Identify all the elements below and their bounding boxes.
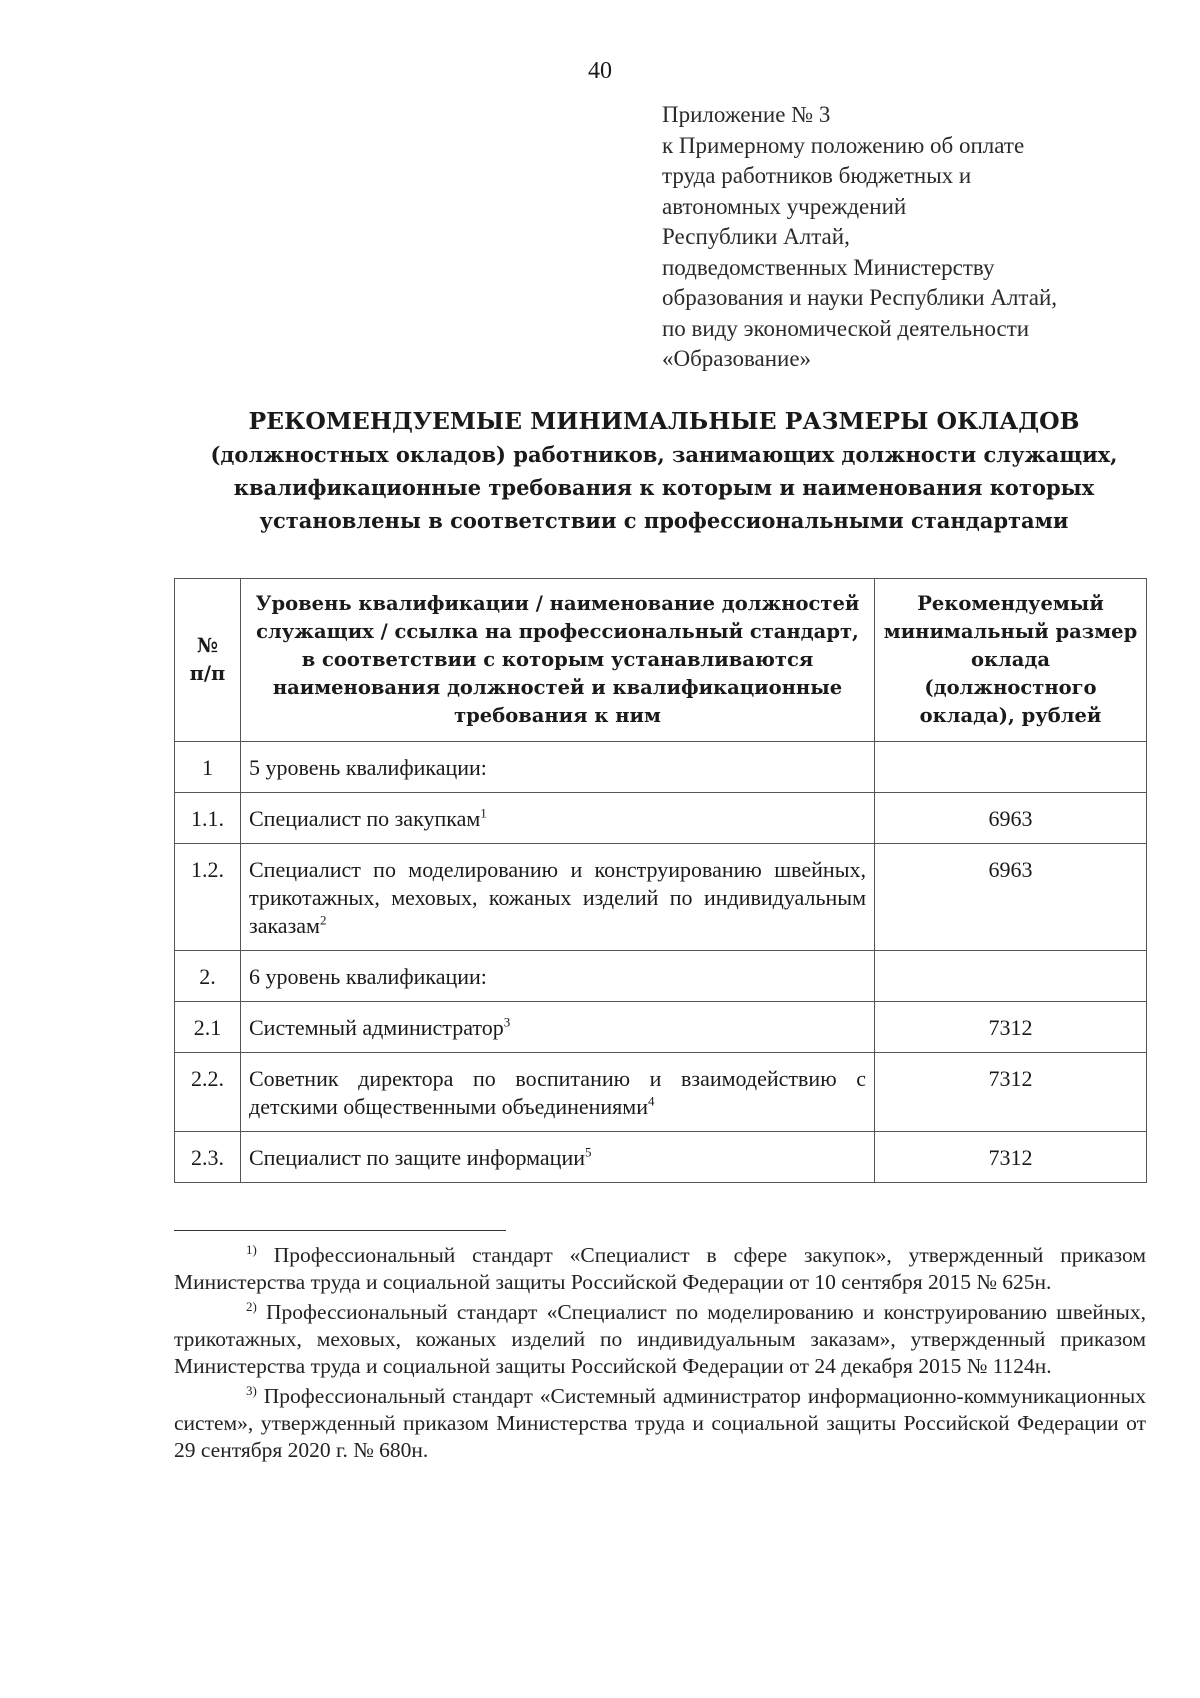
footnotes (174, 1242, 1146, 1467)
footnote (174, 1383, 1146, 1464)
row-position-text: Специалист по закупкам (249, 806, 481, 831)
appendix-line: подведомственных Министерству (662, 254, 995, 280)
row-position-text: Советник директора по воспитанию и взаимодействию с детскими общественными объединениями (249, 1066, 866, 1119)
row-number: 2.1 (175, 1002, 241, 1053)
row-position (241, 742, 875, 793)
row-salary: 6963 (875, 793, 1147, 844)
table-row (175, 1053, 1147, 1132)
row-salary (875, 742, 1147, 793)
table-row (175, 793, 1147, 844)
row-position (241, 1132, 875, 1183)
footnote-ref: 5 (585, 1144, 592, 1160)
appendix-header (662, 100, 1162, 375)
page-number: 40 (588, 58, 612, 84)
row-salary: 7312 (875, 1132, 1147, 1183)
row-number: 1 (175, 742, 241, 793)
row-position-text: 6 уровень квалификации: (249, 964, 487, 989)
appendix-line: Республики Алтай, (662, 224, 850, 249)
footnote-mark: 3) (246, 1382, 257, 1398)
row-position (241, 951, 875, 1002)
appendix-line: Приложение № 3 (662, 102, 831, 127)
footnote (174, 1299, 1146, 1380)
appendix-line: по виду экономической деятельности (662, 315, 1030, 341)
footnote-mark: 2) (246, 1298, 257, 1314)
row-position (241, 793, 875, 844)
footnote-ref: 3 (503, 1014, 511, 1030)
row-salary: 6963 (875, 844, 1147, 951)
header-position: Уровень квалификации / наименование должностей служащих / ссылка на профессиональный стандарт, в соответствии с которым устанавливаются наименования должностей и квалификационные требования к ним (241, 579, 875, 742)
footnote-ref: 2 (319, 912, 327, 928)
row-position (241, 1053, 875, 1132)
appendix-line: труда работников бюджетных и (662, 163, 972, 188)
footnote-ref: 4 (648, 1093, 655, 1109)
document-title-lead: РЕКОМЕНДУЕМЫЕ МИНИМАЛЬНЫЕ РАЗМЕРЫ ОКЛАДОВ (248, 407, 1080, 435)
row-position-text: Системный администратор (249, 1015, 504, 1040)
row-number: 2. (175, 951, 241, 1002)
table-row (175, 951, 1147, 1002)
footnote-text: Профессиональный стандарт «Специалист в сфере закупок», утвержденный приказом Министерства труда и социальной защиты Российской Федерации от 10 сентября 2015 № 625н. (174, 1243, 1146, 1294)
footnote-separator (174, 1230, 506, 1231)
appendix-line: автономных учреждений (662, 193, 907, 219)
footnote (174, 1242, 1146, 1296)
row-number: 1.1. (175, 793, 241, 844)
table-row (175, 1132, 1147, 1183)
footnote-text: Профессиональный стандарт «Специалист по моделированию и конструированию швейных, трикотажных, меховых, кожаных изделий по индивидуальным заказам», утвержденный приказом Министерства труда и социальной защиты Российской Федерации от 24 декабря 2015 № 1124н. (174, 1300, 1146, 1378)
footnote-mark: 1) (246, 1241, 257, 1257)
salary-table (174, 578, 1147, 1183)
table-row (175, 1002, 1147, 1053)
row-number: 2.3. (175, 1132, 241, 1183)
row-number: 2.2. (175, 1053, 241, 1132)
appendix-line: «Образование» (662, 346, 812, 371)
header-number: № п/п (175, 579, 241, 742)
appendix-line: образования и науки Республики Алтай, (662, 285, 1058, 310)
row-position-text: Специалист по защите информации (249, 1145, 585, 1170)
header-salary: Рекомендуемый минимальный размер оклада (должностного оклада), рублей (875, 579, 1147, 742)
appendix-line: к Примерному положению об оплате (662, 132, 1025, 158)
table-row (175, 844, 1147, 951)
row-position (241, 844, 875, 951)
document-title (168, 405, 1160, 537)
document-title-rest: (должностных окладов) работников, занимающих должности служащих, квалификационные требования к которым и наименования которых установлены в соответствии с профессиональными стандартами (210, 442, 1118, 533)
footnote-ref: 1 (480, 805, 487, 821)
row-salary: 7312 (875, 1002, 1147, 1053)
row-salary: 7312 (875, 1053, 1147, 1132)
row-number: 1.2. (175, 844, 241, 951)
table-header-row (175, 579, 1147, 742)
row-position-text: 5 уровень квалификации: (249, 755, 487, 780)
table-row (175, 742, 1147, 793)
row-salary (875, 951, 1147, 1002)
row-position (241, 1002, 875, 1053)
row-position-text: Специалист по моделированию и конструированию швейных, трикотажных, меховых, кожаных изделий по индивидуальным заказам (249, 857, 866, 938)
footnote-text: Профессиональный стандарт «Системный администратор информационно-коммуникационных систем», утвержденный приказом Министерства труда и социальной защиты Российской Федерации от 29 сентября 2020 г. № 680н. (174, 1384, 1146, 1462)
